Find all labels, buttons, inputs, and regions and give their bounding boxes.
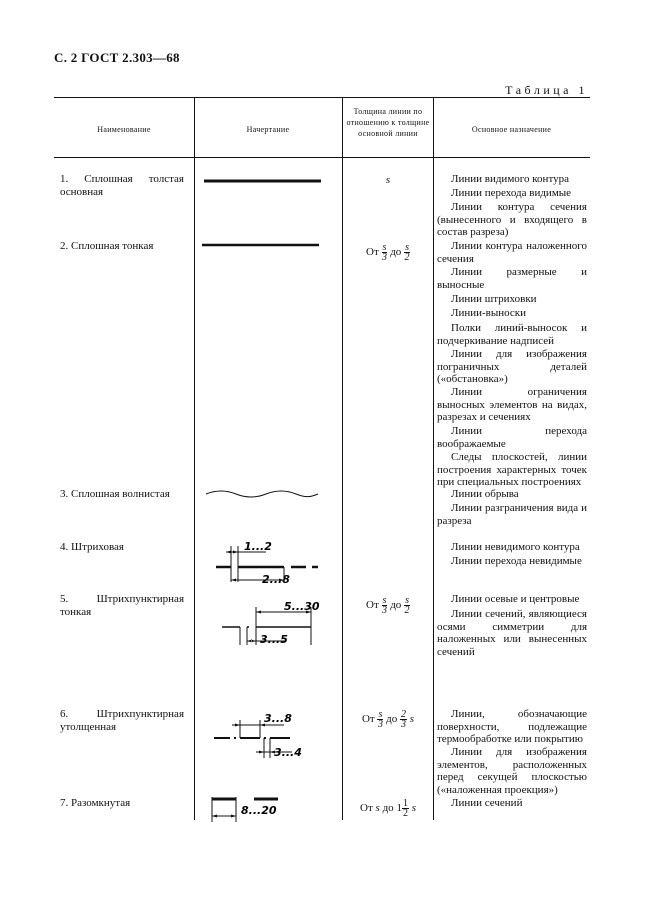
row-name: 5. Штрихпунктирная тонкая bbox=[60, 593, 184, 618]
purpose-item: Линии перехода видимые bbox=[451, 187, 572, 199]
fraction-denominator: 2 bbox=[404, 252, 410, 263]
fraction-denominator: 3 bbox=[377, 719, 383, 730]
purpose-item: Линии перехода невидимые bbox=[451, 555, 582, 567]
purpose-item: Линии обрыва bbox=[451, 488, 519, 500]
purpose-item: Линии перехода воображаемые bbox=[437, 425, 587, 450]
column-header-style: Начертание bbox=[246, 125, 290, 134]
fraction-numerator: s bbox=[382, 595, 387, 606]
dim-label: 1...2 bbox=[244, 540, 272, 553]
purpose-item: Линии для изображения элементов, расположенных перед секущей плоскостью («наложенная проекция») bbox=[437, 746, 587, 796]
thickness-prefix: От bbox=[366, 246, 379, 259]
fraction-denominator: 3 bbox=[382, 252, 387, 263]
thickness-unit: s bbox=[411, 802, 416, 815]
fraction-numerator: s bbox=[378, 709, 383, 720]
thickness-prefix: От bbox=[361, 713, 375, 726]
fraction-numerator: 2 bbox=[401, 709, 406, 720]
row-name: 4. Штриховая bbox=[60, 541, 124, 553]
thickness-whole: 1 bbox=[396, 802, 402, 815]
thickness-unit: s bbox=[375, 802, 380, 815]
purpose-item: Линии контура наложенного сечения bbox=[437, 240, 587, 265]
fraction-denominator: 2 bbox=[404, 605, 410, 616]
purpose-item: Линии ограничения выносных элементов на видах, разрезах и сечениях bbox=[437, 386, 587, 423]
fraction-numerator: s bbox=[405, 595, 409, 606]
purpose-item: Линии невидимого контура bbox=[451, 541, 580, 553]
row-name: 6. Штрихпунктирная утолщенная bbox=[60, 708, 184, 733]
thickness-prefix: От bbox=[366, 599, 379, 612]
thickness-mid: до bbox=[390, 599, 402, 612]
thickness-value bbox=[344, 799, 432, 818]
fraction-numerator: s bbox=[405, 242, 409, 253]
thickness-mid: до bbox=[382, 802, 394, 815]
dim-label: 3...8 bbox=[264, 712, 292, 725]
purpose-item: Следы плоскостей, линии построения характерных точек при специальных построениях bbox=[437, 451, 587, 488]
purpose-item: Полки линий-выносок и подчеркивание надписей bbox=[437, 322, 587, 347]
table-label: Таблица 1 bbox=[505, 83, 588, 97]
fraction-numerator: s bbox=[382, 242, 387, 253]
dim-label: 5...30 bbox=[284, 600, 320, 613]
row-name: 7. Разомкнутая bbox=[60, 797, 131, 809]
purpose-item: Линии разграничения вида и разреза bbox=[437, 502, 587, 527]
purpose-item: Линии для изображения пограничных деталей («обстановка») bbox=[437, 348, 587, 385]
row-name: 2. Сплошная тонкая bbox=[60, 240, 154, 252]
thickness-mid: до bbox=[390, 246, 402, 259]
dim-label: 3...5 bbox=[260, 633, 288, 646]
purpose-item: Линии штриховки bbox=[451, 293, 537, 305]
page-header: С. 2 ГОСТ 2.303—68 bbox=[54, 50, 180, 65]
fraction bbox=[402, 799, 409, 818]
dim-label: 8...20 bbox=[241, 804, 277, 817]
fraction-denominator: 3 bbox=[382, 605, 387, 616]
fraction-numerator: 1 bbox=[402, 798, 408, 809]
fraction-denominator: 3 bbox=[401, 719, 406, 730]
purpose-item: Линии размерные и выносные bbox=[437, 266, 587, 291]
purpose-item: Линии-выноски bbox=[451, 307, 527, 319]
column-header-purpose: Основное назначение bbox=[471, 125, 552, 134]
fraction-denominator: 2 bbox=[402, 808, 408, 819]
thickness-prefix: От bbox=[360, 802, 373, 815]
column-header-name: Наименование bbox=[97, 125, 151, 134]
column-header-thickness: Толщина линии по отношению к толщине основной линии bbox=[346, 107, 430, 138]
row-name: 1. Сплошная толстая основная bbox=[60, 173, 184, 198]
thickness-unit: s bbox=[409, 713, 415, 726]
purpose-item: Линии, обозначающие поверхности, подлежащие термообработке или покрытию bbox=[437, 708, 587, 745]
purpose-item: Линии контура сечения (вынесенного и входящего в состав разреза) bbox=[437, 201, 587, 238]
purpose-item: Линии видимого контура bbox=[451, 173, 569, 185]
dim-label: 3...4 bbox=[274, 746, 302, 759]
purpose-item: Линии сечений, являющиеся осями симметрии для наложенных или вынесенных сечений bbox=[437, 608, 587, 658]
purpose-item: Линии осевые и центровые bbox=[451, 593, 580, 605]
row-name: 3. Сплошная волнистая bbox=[60, 488, 170, 500]
thickness-mid: до bbox=[386, 713, 398, 726]
thickness-value: s bbox=[385, 174, 391, 186]
purpose-item: Линии сечений bbox=[451, 797, 523, 809]
dim-label: 2...8 bbox=[262, 573, 290, 586]
